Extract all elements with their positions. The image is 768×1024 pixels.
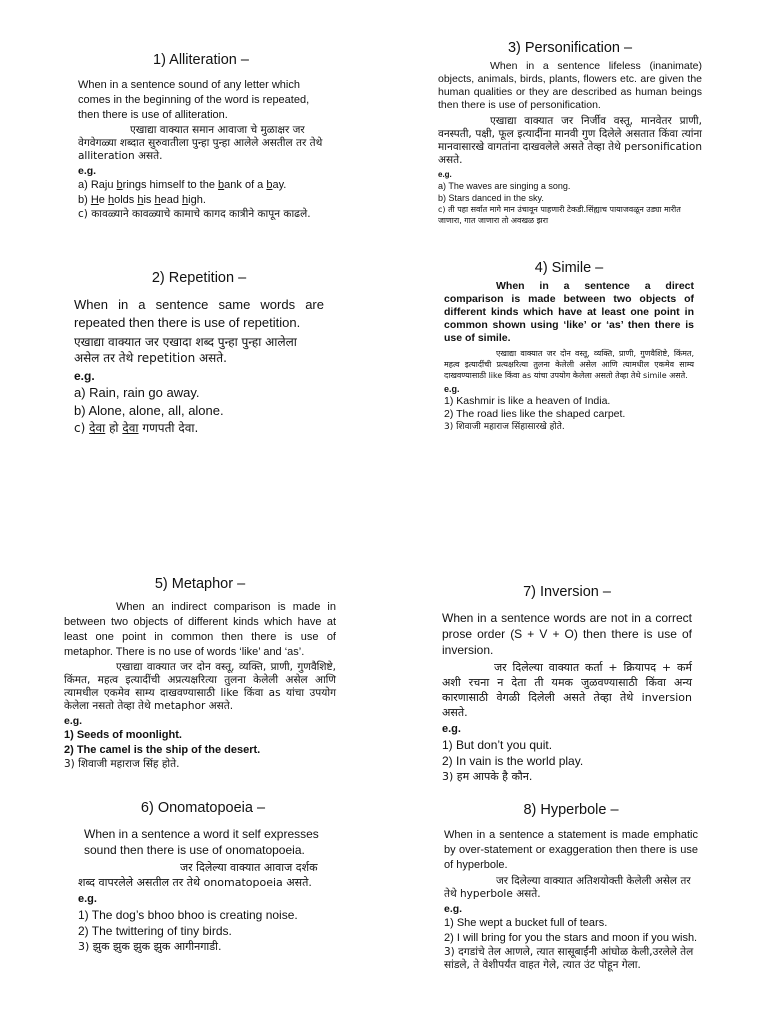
- alliteration-eg-label: e.g.: [78, 165, 97, 177]
- onomatopoeia-example-a: 1) The dog’s bhoo bhoo is creating noise.: [78, 908, 298, 922]
- metaphor-example-c: 3) शिवाजी महाराज सिंह होते.: [64, 758, 180, 770]
- simile-marathi: एखाद्या वाक्यात जर दोन वस्तू, व्यक्ति, प्राणी, गुणवैशिष्टे, किंमत, महत्व इत्यादींची प्रत्यक्षरित्या तुलना केलेली असेल आणि त्यामधील एकमेव साम्य दाखवण्यासाठी like किंवा as यांचा उपयोग केलेला असतो तेव्हा तेथे simile असते.: [444, 349, 694, 380]
- hyperbole-definition: When in a sentence a statement is made emphatic by over-statement or exaggeration then there is use of hyperbole.: [444, 829, 698, 871]
- repetition-example-b: b) Alone, alone, all, alone.: [74, 403, 224, 418]
- inversion-eg-label: e.g.: [442, 723, 461, 735]
- alliteration-title: 1) Alliteration –: [153, 52, 249, 68]
- simile-example-a: 1) Kashmir is like a heaven of India.: [444, 395, 611, 407]
- personification-example-c: c) ती पहा सर्वात मागे मान उंचावून पाहणारी टेकडी.सिंह्याच पायाजवळून उड्या मारीत जाणारा, गात जाणारा तो अवखळ झरा: [438, 205, 681, 225]
- repetition-example-c: c) देवा हो देवा गणपती देवा.: [74, 421, 199, 435]
- personification-definition: When in a sentence lifeless (inanimate) objects, animals, birds, plants, flowers etc. are given the human qualities or they are described as human beings then there is use of personification.: [438, 60, 702, 111]
- alliteration-definition: When in a sentence sound of any letter which comes in the beginning of the word is repeated, then there is use of alliteration.: [78, 79, 310, 121]
- inversion-example-c: 3) हम आपके है कौन.: [442, 770, 533, 783]
- metaphor-definition: When an indirect comparison is made in between two objects of different kinds which have at least one point in common then there is use of metaphor. There is no use of words ‘like’ and ‘as’.: [64, 601, 336, 658]
- onomatopoeia-title: 6) Onomatopoeia –: [140, 800, 266, 816]
- alliteration-example-b: b) He holds his head high.: [78, 194, 206, 206]
- personification-example-a: a) The waves are singing a song.: [438, 181, 571, 191]
- metaphor-card: [64, 576, 336, 771]
- inversion-title: 7) Inversion –: [523, 584, 611, 600]
- onomatopoeia-card: [78, 800, 328, 954]
- hyperbole-example-b: 2) I will bring for you the stars and moon if you wish.: [444, 932, 698, 944]
- inversion-definition: When in a sentence words are not in a correct prose order (S + V + O) then there is use of inversion.: [442, 611, 692, 657]
- metaphor-example-b: 2) The camel is the ship of the desert.: [64, 744, 261, 756]
- personification-card: [438, 40, 702, 226]
- repetition-eg-label: e.g.: [74, 369, 95, 383]
- onomatopoeia-eg-label: e.g.: [78, 893, 97, 905]
- hyperbole-marathi: जर दिलेल्या वाक्यात अतिशयोक्ती केलेली असेल तर तेथे hyperbole असते.: [444, 875, 691, 900]
- onomatopoeia-marathi: जर दिलेल्या वाक्यात आवाज दर्शक शब्द वापरलेले असतील तर तेथे onomatopoeia असते.: [78, 861, 318, 889]
- hyperbole-title: 8) Hyperbole –: [523, 802, 619, 818]
- repetition-title: 2) Repetition –: [151, 270, 247, 286]
- hyperbole-example-c: 3) दगडांचे तेल आणले, त्यात सासूबाईंनी आंघोळ केली,उरलेले तेल सांडले, ते वेशीपर्यंत वाहत गेले, त्यात उंट पोहून गेला.: [444, 946, 694, 971]
- personification-title: 3) Personification –: [507, 40, 633, 56]
- inversion-example-b: 2) In vain is the world play.: [442, 754, 584, 768]
- alliteration-marathi: एखाद्या वाक्यात समान आवाजा चे मुळाक्षर जर वेगवेगळ्या शब्दात सुरुवातीला पुन्हा पुन्हा आलेले असतील तर तेथे alliteration असते.: [78, 124, 323, 162]
- inversion-example-a: 1) But don’t you quit.: [442, 738, 553, 752]
- metaphor-example-a: 1) Seeds of moonlight.: [64, 729, 182, 741]
- personification-example-b: b) Stars danced in the sky.: [438, 193, 544, 203]
- personification-eg-label: e.g.: [438, 170, 452, 179]
- simile-card: [444, 260, 694, 433]
- hyperbole-eg-label: e.g.: [444, 903, 463, 915]
- repetition-marathi: एखाद्या वाक्यात जर एखादा शब्द पुन्हा पुन्हा आलेला असेल तर तेथे repetition असते.: [74, 335, 297, 365]
- simile-example-c: 3) शिवाजी महाराज सिंहासारखे होते.: [444, 422, 565, 432]
- simile-definition: When in a sentence a direct comparison is made between two objects of different kinds which have at least one point in common shown using ‘like’ or ‘as’ then there is use of simile.: [444, 280, 694, 344]
- onomatopoeia-example-b: 2) The twittering of tiny birds.: [78, 924, 232, 938]
- repetition-card: [74, 270, 324, 436]
- alliteration-example-a: a) Raju brings himself to the bank of a bay.: [78, 179, 287, 191]
- alliteration-card: [78, 52, 324, 221]
- metaphor-title: 5) Metaphor –: [154, 576, 246, 592]
- hyperbole-example-a: 1) She wept a bucket full of tears.: [444, 917, 608, 929]
- inversion-card: [442, 584, 692, 784]
- personification-marathi: एखाद्या वाक्यात जर निर्जीव वस्तू, मानवेतर प्राणी, वनस्पती, पक्षी, फूल इत्यादींना मानवी गुण दिलेले असतात किंवा त्यांना मानवासारखे वागतांना दाखवलेले असते तेव्हा तेथे personification असते.: [438, 115, 702, 166]
- simile-example-b: 2) The road lies like the shaped carpet.: [444, 408, 626, 420]
- alliteration-example-c: c) कावळ्याने कावळ्याचे कामाचे कागद कात्रीने कापून काढले.: [78, 208, 311, 220]
- repetition-example-a: a) Rain, rain go away.: [74, 385, 200, 400]
- repetition-definition: When in a sentence same words are repeated then there is use of repetition.: [74, 297, 324, 330]
- onomatopoeia-example-c: 3) झुक झुक झुक झुक आगीनगाडी.: [78, 940, 222, 953]
- onomatopoeia-definition: When in a sentence a word it self expresses sound then there is use of onomatopoeia.: [84, 827, 319, 857]
- simile-title: 4) Simile –: [534, 260, 604, 276]
- metaphor-marathi: एखाद्या वाक्यात जर दोन वस्तू, व्यक्ति, प्राणी, गुणवैशिष्टे, किंमत, महत्व इत्यादींची अप्रत्यक्षरित्या तुलना केलेली असेल आणि त्यामधील एकमेव साम्य दाखवण्यासाठी like किंवा as यांचा उपयोग केलेला नसतो तेव्हा तेथे metaphor असते.: [64, 661, 336, 712]
- hyperbole-card: [444, 802, 698, 972]
- metaphor-eg-label: e.g.: [64, 715, 83, 727]
- simile-eg-label: e.g.: [444, 384, 460, 394]
- inversion-marathi: जर दिलेल्या वाक्यात कर्ता + क्रियापद + कर्म अशी रचना न देता ती यमक जुळवण्यासाठी किंवा अन्य कारणासाठी वेगळी दिलेली असते तेव्हा तेथे inversion असते.: [442, 661, 692, 719]
